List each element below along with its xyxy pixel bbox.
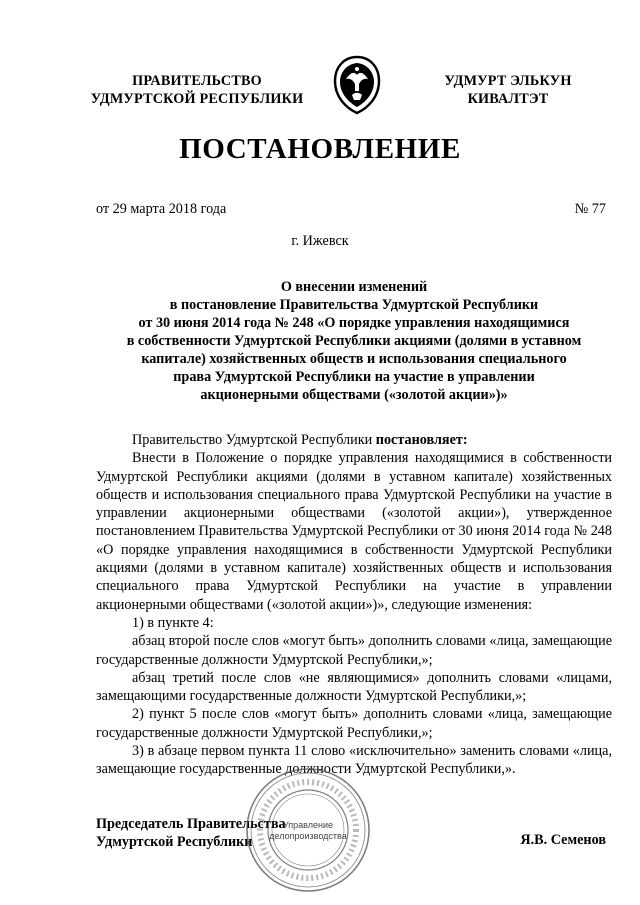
header-left: [84, 72, 310, 108]
intro-decree-word: постановляет:: [375, 432, 468, 448]
document-city: г. Ижевск: [291, 233, 349, 249]
document-title: [96, 278, 612, 404]
title-line: права Удмуртской Республики на участие в управлении: [173, 369, 535, 385]
document-date: от 29 марта 2018 года: [96, 201, 227, 217]
signatory-title-line1: Председатель Правительства: [96, 816, 286, 832]
official-stamp-icon: [244, 766, 372, 894]
title-line: капитале) хозяйственных обществ и использования специального: [141, 351, 567, 367]
body-paragraph: 2) пункт 5 после слов «могут быть» дополнить словами «лица, замещающие государственные должности Удмуртской Республики,»;: [96, 706, 612, 741]
header-left-line2: УДМУРТСКОЙ РЕСПУБЛИКИ: [90, 91, 304, 107]
title-line: в собственности Удмуртской Республики акциями (долями в уставном: [126, 333, 582, 349]
header-right: [428, 72, 588, 108]
title-line: акционерными обществами («золотой акции»)»: [200, 387, 508, 403]
body-paragraph: Внести в Положение о порядке управления находящимися в собственности Удмуртской Республики акциями (долями в уставном капитале) хозяйственных обществ и использования специального права Удмуртской Республики на участие в управлении акционерными обществами («золотой акции»), утвержденное постановлением Правительства Удмуртской Республики от 30 июня 2014 года № 248 «О порядке управления находящимися в собственности Удмуртской Республики акциями (долями в уставном капитале) хозяйственных обществ и использования специального права Удмуртской Республики на участие в управлении акционерными обществами («золотой акции»)», следующие изменения:: [96, 450, 612, 613]
body-paragraph: абзац третий после слов «не являющимися» дополнить словами «лицами, замещающими государственные должности Удмуртской Республики,»;: [96, 669, 612, 705]
body-paragraph: 1) в пункте 4:: [132, 614, 214, 631]
header-left-line1: ПРАВИТЕЛЬСТВО: [132, 73, 262, 89]
header-right-line2: КИВАЛТЭТ: [467, 91, 549, 107]
intro-paragraph: [96, 431, 612, 449]
title-line: О внесении изменений: [280, 279, 428, 295]
body-paragraph: 3) в абзаце первом пункта 11 слово «исключительно» заменить словами «лица, замещающие государственные должности Удмуртской Республики,».: [96, 743, 612, 778]
body-paragraph: абзац второй после слов «могут быть» дополнить словами «лица, замещающие государственные должности Удмуртской Республики,»;: [96, 633, 612, 668]
title-line: в постановление Правительства Удмуртской Республики: [169, 297, 539, 313]
document-body: [96, 431, 612, 779]
document-number: № 77: [574, 201, 606, 217]
title-line: от 30 июня 2014 года № 248 «О порядке управления находящимися: [138, 315, 570, 331]
header-right-line1: УДМУРТ ЭЛЬКУН: [444, 73, 572, 89]
intro-text: Правительство Удмуртской Республики: [132, 432, 376, 448]
document-type-heading: ПОСТАНОВЛЕНИЕ: [179, 133, 461, 165]
udmurtia-emblem-icon: [332, 55, 382, 115]
stamp-inner-line2: делопроизводства: [269, 831, 347, 841]
signatory-name: Я.В. Семенов: [520, 832, 606, 848]
signatory-title-line2: Удмуртской Республики: [96, 834, 253, 850]
stamp-inner-line1: Управление: [282, 820, 334, 830]
